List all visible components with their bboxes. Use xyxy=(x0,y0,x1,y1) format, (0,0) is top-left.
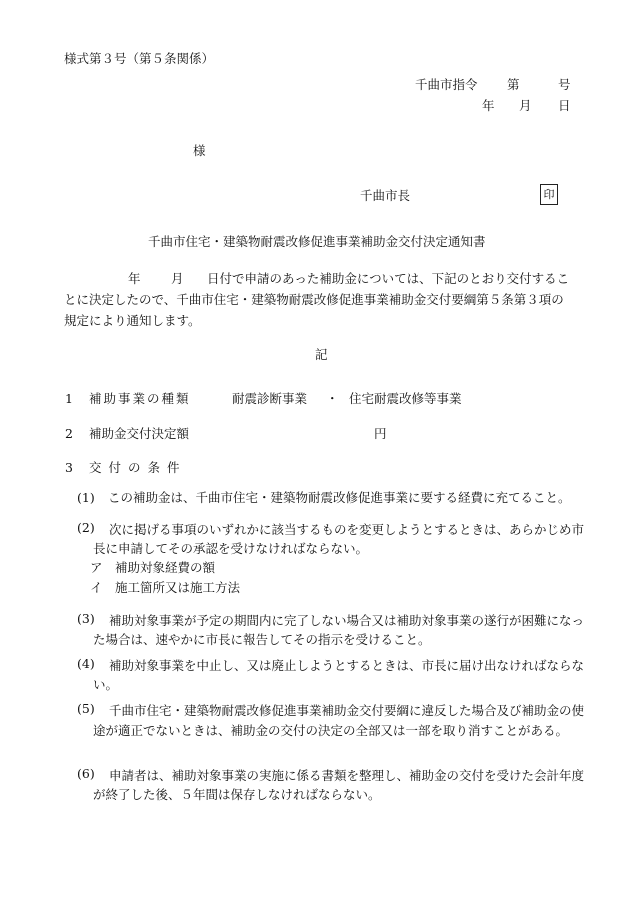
condition-4-number: (4) xyxy=(77,656,95,671)
recipient-sama: 様 xyxy=(193,143,206,158)
item2-yen-unit: 円 xyxy=(374,426,387,441)
item1-option-retrofit: 住宅耐震改修等事業 xyxy=(349,391,462,406)
condition-5-text: 千曲市住宅・建築物耐震改修促進事業補助金交付要綱に違反した場合及び補助金の使途が適正でないときは、補助金の交付の決定の全部又は一部を取り消すことがある。 xyxy=(93,703,585,738)
ki-heading: 記 xyxy=(315,347,328,362)
seal-stamp: 印 xyxy=(540,184,558,205)
item2-label: 補助金交付決定額 xyxy=(89,426,190,441)
subitem-i-text: 施工箇所又は施工方法 xyxy=(115,580,241,595)
item1-label: 補助事業の種類 xyxy=(89,391,191,406)
body-year: 年 xyxy=(128,271,141,286)
item3-label: 交付の条件 xyxy=(89,460,187,475)
form-number: 様式第３号（第５条関係） xyxy=(64,51,215,66)
reference-dai: 第 xyxy=(507,77,520,92)
item1-number: 1 xyxy=(65,391,73,406)
item2-number: 2 xyxy=(65,426,73,441)
condition-1-text: この補助金は、千曲市住宅・建築物耐震改修促進事業に要する経費に充てること。 xyxy=(108,490,571,505)
body-line2: とに決定したので、千曲市住宅・建築物耐震改修促進事業補助金交付要綱第５条第３項の xyxy=(64,292,564,307)
date-day: 日 xyxy=(558,98,571,113)
condition-6-text: 申請者は、補助対象事業の実施に係る書類を整理し、補助金の交付を受けた会計年度が終了した後、５年間は保存しなければならない。 xyxy=(93,768,585,802)
condition-1-number: (1) xyxy=(77,490,95,505)
subitem-i-mark: イ xyxy=(90,580,103,595)
item1-option-diagnosis: 耐震診断事業 xyxy=(232,391,308,406)
condition-2-text: 次に掲げる事項のいずれかに該当するものを変更しようとするときは、あらかじめ市長に申請してその承認を受けなければならない。 xyxy=(93,522,585,556)
condition-2-number: (2) xyxy=(77,520,95,535)
reference-go: 号 xyxy=(558,77,571,92)
condition-3-number: (3) xyxy=(77,611,95,626)
reference-prefix: 千曲市指令 xyxy=(415,77,478,92)
body-month: 月 xyxy=(171,271,184,286)
issuer-name: 千曲市長 xyxy=(360,188,411,203)
subitem-a-mark: ア xyxy=(90,560,103,575)
condition-5-number: (5) xyxy=(77,701,95,716)
subitem-a-text: 補助対象経費の額 xyxy=(115,560,216,575)
body-line3: 規定により通知します。 xyxy=(64,313,201,328)
item1-separator: ・ xyxy=(326,391,339,406)
document-title: 千曲市住宅・建築物耐震改修促進事業補助金交付決定通知書 xyxy=(148,234,486,249)
date-year: 年 xyxy=(482,98,495,113)
item3-number: 3 xyxy=(65,460,73,475)
date-month: 月 xyxy=(519,98,532,113)
condition-6-number: (6) xyxy=(77,766,95,781)
body-line1: 日付で申請のあった補助金については、下記のとおり交付するこ xyxy=(207,271,570,286)
condition-4-text: 補助対象事業を中止し、又は廃止しようとするときは、市長に届け出なければならない。 xyxy=(93,658,585,692)
condition-3-text: 補助対象事業が予定の期間内に完了しない場合又は補助対象事業の遂行が困難になった場合は、速やかに市長に報告してその指示を受けること。 xyxy=(93,613,585,647)
